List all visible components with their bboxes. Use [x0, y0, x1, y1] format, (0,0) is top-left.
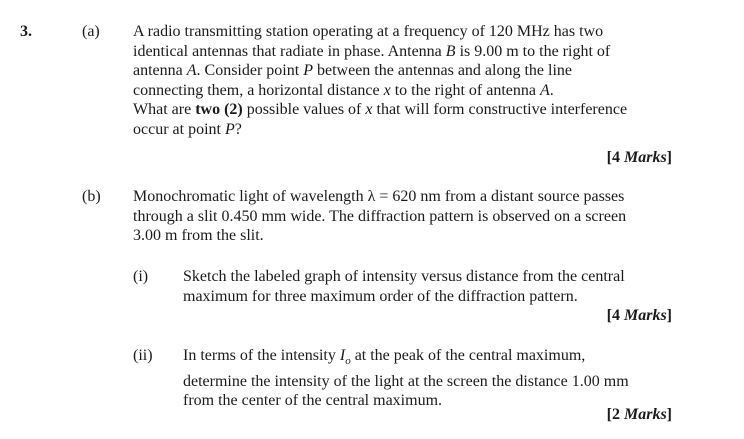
part-b-line-3: 3.00 m from the slit. — [133, 227, 264, 244]
question-number: 3. — [20, 23, 32, 40]
subpart-i-text — [183, 267, 693, 306]
subpart-ii-line-1: In terms of the intensity $I_o$ at the peak of the central maximum, — [183, 347, 586, 368]
part-b-text — [133, 187, 693, 246]
subpart-i-marks: [4 Marks] — [606, 307, 672, 324]
part-a-marks: [4 Marks] — [606, 149, 672, 166]
part-b-label: (b) — [82, 188, 101, 205]
subpart-ii-marks: [2 Marks] — [606, 406, 672, 423]
part-a-line-6: occur at point P? — [133, 120, 242, 138]
subpart-i-label: (i) — [133, 268, 149, 285]
subpart-ii-label: (ii) — [133, 347, 153, 364]
part-a-line-2: identical antennas that radiate in phase. Antenna B is 9.00 m to the right of — [133, 42, 611, 60]
subpart-ii-line-3: from the center of the central maximum. — [183, 392, 443, 410]
part-b-line-2: through a slit 0.450 mm wide. The diffraction pattern is observed on a screen — [133, 207, 627, 225]
part-a-text — [133, 22, 693, 139]
subpart-ii-line-2: determine the intensity of the light at the screen the distance 1.00 mm — [183, 372, 629, 390]
subpart-i-line-1: Sketch the labeled graph of intensity versus distance from the central — [183, 268, 625, 285]
part-a-line-3: antenna A. Consider point P between the antennas and along the line — [133, 62, 572, 79]
subpart-ii-text — [183, 346, 693, 411]
subpart-i-line-2: maximum for three maximum order of the diffraction pattern. — [183, 287, 578, 305]
part-a-line-5: What are two (2) possible values of x that will form constructive interference — [133, 101, 628, 118]
part-a-line-4: connecting them, a horizontal distance x to the right of antenna A. — [133, 81, 554, 99]
part-b-line-1: Monochromatic light of wavelength λ = 620 nm from a distant source passes — [133, 188, 625, 205]
part-a-line-1: A radio transmitting station operating at a frequency of 120 MHz has two — [133, 23, 604, 40]
part-a-label: (a) — [82, 23, 100, 40]
